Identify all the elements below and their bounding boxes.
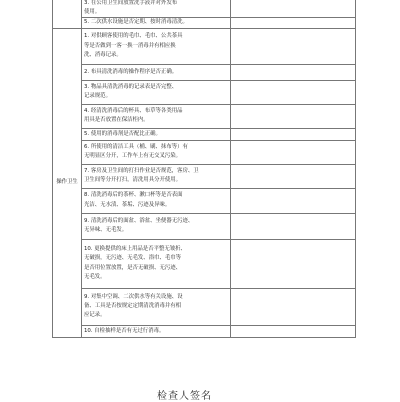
item-text-line: 卫生间等分开打扫，清洗用具分开使用。	[84, 177, 182, 184]
table-row	[53, 325, 356, 337]
result-cell[interactable]	[231, 18, 356, 28]
table-row	[53, 80, 356, 104]
table-row	[53, 213, 356, 239]
item-text-line: 使用。	[84, 9, 101, 16]
item-text-line: 等是否做到一客一换一消毒并有相应换	[84, 42, 176, 49]
inspection-table	[52, 0, 356, 338]
item-text-line: 3. 在公用卫生间放置洗手液并对外发布	[84, 0, 178, 6]
result-cell[interactable]	[231, 164, 356, 188]
item-text-line: 备、工具是否按规定定期清洗消毒并有相	[84, 303, 182, 309]
result-cell[interactable]	[231, 140, 356, 164]
table-body	[53, 0, 356, 337]
item-text-cell	[82, 28, 231, 64]
item-text-cell	[82, 128, 231, 140]
result-cell[interactable]	[231, 28, 356, 64]
item-text-line: 无异味、无毛发。	[84, 227, 128, 234]
item-text-line: 无明显区分开，工作车上有无交叉污染。	[84, 153, 182, 160]
item-text-cell	[82, 325, 231, 337]
item-text-cell	[82, 104, 231, 128]
item-text-line: 5. 二次供水设施是否定期、按时消毒清洗。	[84, 19, 188, 26]
item-text-line: 3. 物品具清洗消毒的记录表是否完整、	[84, 83, 178, 90]
table-row	[53, 288, 356, 325]
item-text-line: 4. 经清洗消毒后的杯具、布草等各类用品	[84, 107, 183, 114]
item-text-line: 是否用位置放置，是否无破损、无污迹、	[84, 264, 182, 271]
result-cell[interactable]	[231, 0, 356, 18]
item-text-cell	[82, 80, 231, 104]
result-cell[interactable]	[231, 104, 356, 128]
table-row	[53, 239, 356, 288]
result-cell[interactable]	[231, 325, 356, 337]
item-text-cell	[82, 239, 231, 288]
result-cell[interactable]	[231, 213, 356, 239]
result-cell[interactable]	[231, 128, 356, 140]
item-text-line: 6. 所使用的清洁工具（桶、刷、抹布等）有	[84, 143, 188, 150]
item-text-cell	[82, 188, 231, 213]
table-row	[53, 18, 356, 28]
item-text-cell	[82, 18, 231, 28]
table-row	[53, 64, 356, 80]
item-text-cell	[82, 164, 231, 188]
item-text-cell	[82, 288, 231, 325]
result-cell[interactable]	[231, 239, 356, 288]
table-row	[53, 0, 356, 18]
item-text-line: 10. 自检抽样是否有无过行消毒。	[84, 327, 165, 334]
item-text-line: 洗、消毒记录。	[84, 51, 122, 58]
item-text-line: 1. 对供顾客使用的毛巾、毛巾、公共茶具	[84, 33, 183, 40]
item-text-cell	[82, 213, 231, 239]
item-text-cell	[82, 0, 231, 18]
inspector-signature-label: 检查人签名	[157, 391, 212, 402]
item-text-line: 光洁、无水渍、茶垢、污迹及异味。	[84, 201, 171, 208]
table-row	[53, 104, 356, 128]
item-text-line: 用具是否放置在保洁柜内。	[84, 117, 149, 124]
item-text-cell	[82, 140, 231, 164]
item-text-line: 8. 清洗消毒后的茶杯、漱口杯等是否表面	[84, 192, 183, 199]
item-text-line: 无破损，无污迹、无毛发、浴巾、毛巾等	[84, 255, 182, 262]
item-text-line: 9. 对集中空调、二次供水等有关设施、设	[84, 293, 183, 300]
item-text-line: 5. 使用的消毒剂是否配比正确。	[84, 130, 161, 137]
item-text-line: 2. 布具清洗消毒的操作程序是否正确。	[84, 68, 178, 75]
item-text-line: 10. 更换提供的床上用品是否平整无皱折、	[84, 246, 186, 253]
result-cell[interactable]	[231, 288, 356, 325]
item-text-line: 无毛发。	[84, 273, 106, 280]
item-text-line: 9. 清洗消毒后的面盆、浴盆、坐便器无污迹、	[84, 217, 194, 224]
category-operation-hygiene: 操作卫生	[53, 28, 82, 337]
table-row	[53, 188, 356, 213]
result-cell[interactable]	[231, 64, 356, 80]
item-text-line: 7. 客房及卫生间的打扫作业是否规范，客房、卫	[84, 167, 199, 174]
result-cell[interactable]	[231, 188, 356, 213]
table-row	[53, 164, 356, 188]
category-cell	[53, 0, 82, 28]
result-cell[interactable]	[231, 80, 356, 104]
item-text-cell	[82, 64, 231, 80]
item-text-line: 记录规范。	[84, 93, 111, 100]
table-row	[53, 140, 356, 164]
table-row	[53, 28, 356, 64]
table-row	[53, 128, 356, 140]
item-text-line: 应记录。	[84, 312, 106, 319]
